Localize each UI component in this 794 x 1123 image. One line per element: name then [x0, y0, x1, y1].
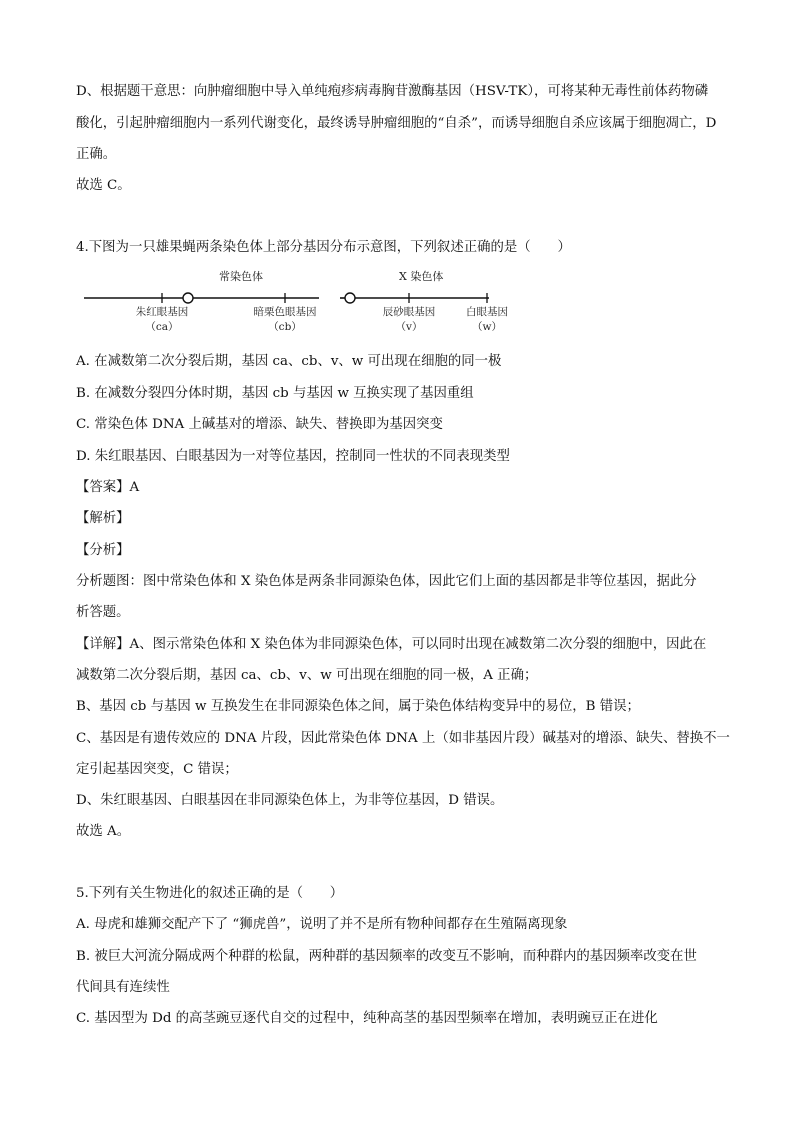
q4-option-a: A. 在减数第二次分裂后期，基因 ca、cb、v、w 可出现在细胞的同一极: [76, 354, 502, 369]
q4-option-d: D. 朱红眼基因、白眼基因为一对等位基因，控制同一性状的不同表现类型: [76, 449, 510, 464]
gene-symbol: （v）: [395, 321, 423, 333]
gene-label: 白眼基因: [466, 306, 508, 318]
q4-option-b: B. 在减数分裂四分体时期，基因 cb 与基因 w 互换实现了基因重组: [76, 386, 474, 401]
x-chromosome-title: X 染色体: [399, 270, 444, 283]
q5-option-c: C. 基因型为 Dd 的高茎豌豆逐代自交的过程中，纯种高茎的基因型频率在增加，表明豌豆正在进化: [76, 1011, 658, 1026]
gene-symbol: （ca）: [145, 321, 179, 333]
gene-label: 朱红眼基因: [135, 306, 189, 318]
q4-detail-c-line2: 定引起基因突变，C 错误；: [76, 762, 238, 777]
q4-detail-line2: 减数第二次分裂后期，基因 ca、cb、v、w 可出现在细胞的同一极，A 正确；: [76, 668, 538, 683]
q4-detail-c-line1: C、基因是有遗传效应的 DNA 片段，因此常染色体 DNA 上（如非基因片段）碱基对的增添、缺失、替换不一: [76, 731, 730, 746]
q4-detail-b: B、基因 cb 与基因 w 互换发生在非同源染色体之间，属于染色体结构变异中的易位，B 错误；: [76, 699, 640, 714]
gene-label: 辰砂眼基因: [382, 306, 436, 318]
q4-analysis-heading: 【解析】: [76, 511, 130, 526]
q3-d-explanation-line1: D、根据题干意思：向肿瘤细胞中导入单纯疱疹病毒胸苷激酶基因（HSV-TK），可将某种无毒性前体药物磷: [76, 84, 709, 99]
q3-d-explanation-line2: 酸化，引起肿瘤细胞内一系列代谢变化，最终诱导肿瘤细胞的“自杀”，而诱导细胞自杀应该属于细胞凋亡，D: [76, 116, 717, 131]
autosome-title: 常染色体: [219, 270, 263, 283]
gene-symbol: （w）: [472, 321, 502, 333]
chromosome-diagram: [82, 268, 522, 336]
q4-detail-line1: 【详解】A、图示常染色体和 X 染色体为非同源染色体，可以同时出现在减数第二次分裂的细胞中，因此在: [76, 637, 707, 652]
q3-d-explanation-line3: 正确。: [76, 147, 117, 162]
q4-detail-d: D、朱红眼基因、白眼基因在非同源染色体上，为非等位基因，D 错误。: [76, 793, 504, 808]
q3-conclusion: 故选 C。: [76, 178, 131, 193]
gene-label: 暗栗色眼基因: [253, 306, 317, 318]
q4-conclusion: 故选 A。: [76, 824, 131, 839]
q4-option-c: C. 常染色体 DNA 上碱基对的增添、缺失、替换即为基因突变: [76, 417, 443, 432]
q4-stem: 4.下图为一只雄果蝇两条染色体上部分基因分布示意图，下列叙述正确的是（ ）: [76, 240, 571, 255]
q5-option-b-line1: B. 被巨大河流分隔成两个种群的松鼠，两种群的基因频率的改变互不影响，而种群内的基因频率改变在世: [76, 949, 697, 964]
gene-symbol: （cb）: [268, 321, 302, 333]
q5-stem: 5.下列有关生物进化的叙述正确的是（ ）: [76, 886, 344, 901]
q4-answer: 【答案】A: [76, 480, 140, 495]
q4-fenxi-line2: 析答题。: [76, 605, 130, 620]
q5-option-a: A. 母虎和雄狮交配产下了 “狮虎兽”，说明了并不是所有物种间都存在生殖隔离现象: [76, 917, 568, 932]
x-centromere: [345, 293, 355, 303]
q4-fenxi-heading: 【分析】: [76, 543, 130, 558]
q5-option-b-line2: 代间具有连续性: [76, 980, 170, 995]
q4-fenxi-line1: 分析题图：图中常染色体和 X 染色体是两条非同源染色体，因此它们上面的基因都是非等位基因，据此分: [76, 574, 697, 589]
autosome-centromere: [183, 293, 193, 303]
